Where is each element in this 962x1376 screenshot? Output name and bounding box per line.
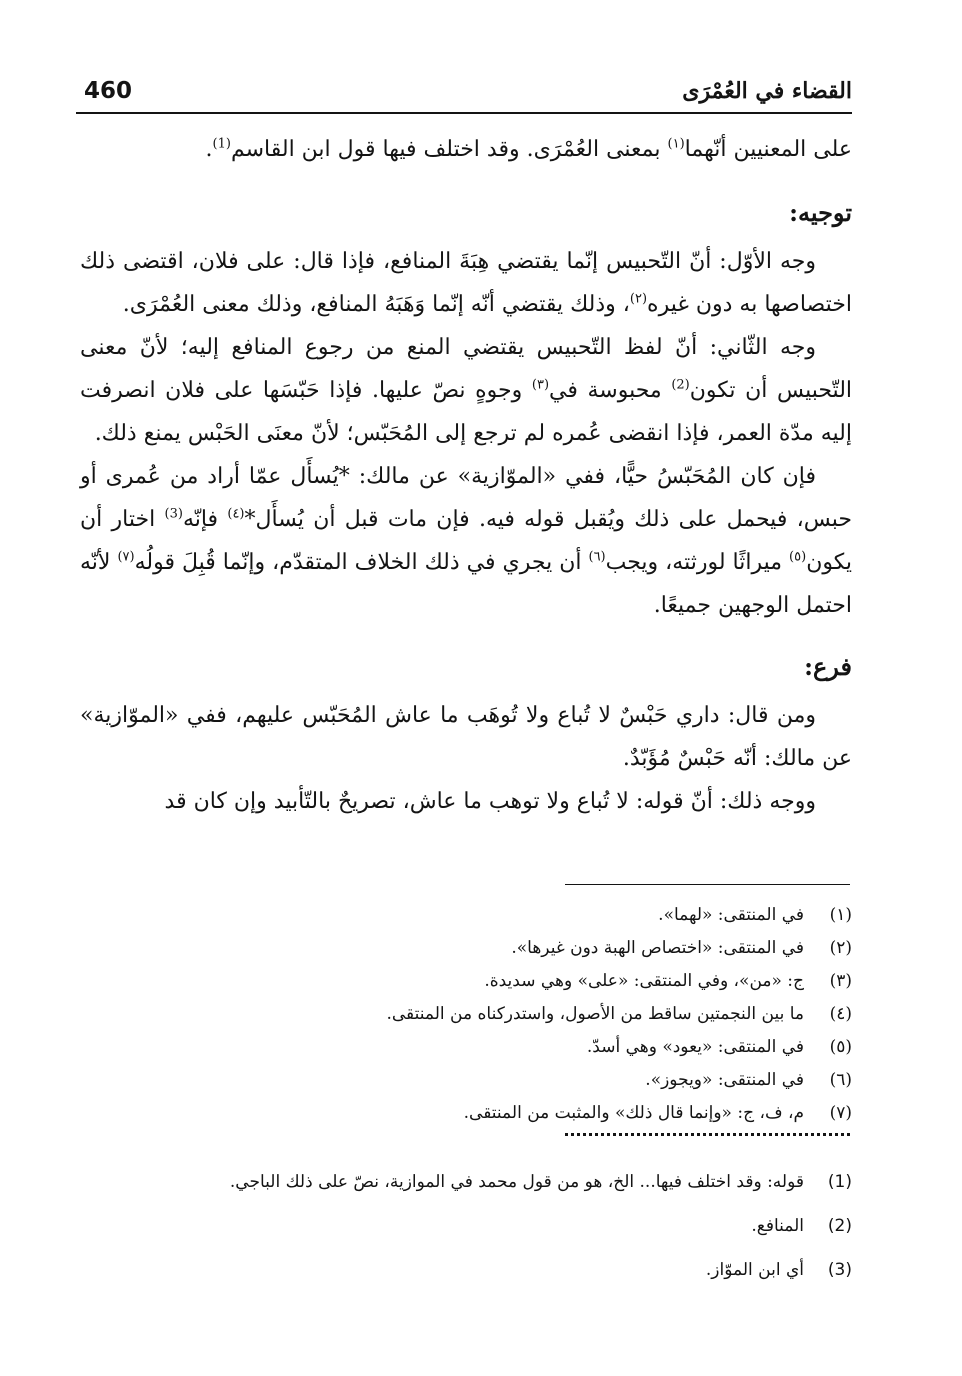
paragraph: ووجه ذلك: أنّ قوله: لا تُباع ولا توهب ما عاش، تصريحٌ بالتّأبيد وإن كان قد [164,789,816,814]
paragraph: على المعنيين أنّهما$^{(١)}$ بمعنى العُمْرَى. وقد اختلف فيها قول ابن القاسم$^{(1)}$. [205,136,852,162]
commentary-note [110,1160,852,1204]
commentary-notes [110,1160,852,1292]
footnote-ref: (٧) [117,549,135,565]
section-heading: فرع: [804,652,852,681]
footnote-ref: (2) [671,377,690,393]
footnote-ref: (٤) [227,506,245,522]
commentary-text: أي ابن الموّاز. [705,1260,804,1280]
footnote-number: (٤) [829,1003,852,1024]
footnote-number: (٢) [829,937,852,958]
footnote-text: ما بين النجمتين ساقط من الأصول، واستدركناه من المنتقى. [386,1003,804,1024]
footnote-text: في المنتقى: «ويجوز». [645,1069,804,1090]
footnote [150,931,852,964]
footnote-ref: (١) [667,136,685,152]
footnote-text: ج: «من»، وفي المنتقى: «على» وهي سديدة. [484,970,804,991]
footnote [150,1063,852,1096]
footnote-ref: (٥) [789,549,807,565]
paragraph: ومن قال: داري حَبْسٌ لا تُباع ولا تُوهَب ما عاش المُحَبّس عليهم، ففي «الموّازية» عن مالك: أنّه حَبْسٌ مُؤَبّدٌ. [80,703,852,771]
footnote-text: م، ف، ج: «وإنما قال ذلك» والمثبت من المنتقى. [463,1102,804,1123]
paragraph: وجه الأوّل: أنّ التّحبيس إنّما يقتضي هِبَةَ المنافع، فإذا قال: على فلان، اقتضى ذلك اختصاصها به دون غيره$^{(٢)}$، وذلك يقتضي أنّه إنّما وَهَبَهُ المنافع، وذلك معنى العُمْرَى. [80,249,852,317]
commentary-number: (3) [827,1260,852,1280]
footnote-ref: (٣) [531,377,550,393]
paragraph: وجه الثّاني: أنّ لفظ التّحبيس يقتضي المنع من رجوع المنافع إليه؛ لأنّ معنى التّحبيس أن تكون$^{(2)}$ محبوسة في$^{(٣)}$ وجوهٍ نصّ عليها. فإذا حَبّسَها على فلان انصرفت إليه مدّة العمر، فإذا انقضى عُمره لم ترجع إلى المُحَبّس؛ لأنّ معنَى الحَبْس يمنع ذلك. [80,335,853,446]
commentary-number: (1) [827,1172,852,1192]
footnote-text: في المنتقى: «يعود» وهي أسدّ. [586,1036,804,1057]
paragraph: فإن كان المُحَبّسُ حيًّا، ففي «الموّازية» عن مالك: *يُسأَل عمّا أراد من عُمرى أو حبس، فيحمل على ذلك ويُقبل قوله فيه. فإن مات قبل أن يُسأَل*$^{(٤)}$ فإنّه$^{(3)}$ اختار أن يكون$^{(٥)}$ ميراثًا لورثته، ويجب$^{(٦)}$ أن يجري في ذلك الخلاف المتقدّم، وإنّما قُبِلَ قولُه$^{(٧)}$ لأنّه احتمل الوجهين جميعًا. [80,464,852,618]
footnote-number: (٧) [829,1102,852,1123]
commentary-text: المنافع. [751,1216,804,1236]
commentary-divider [565,1133,850,1136]
footnote-text: في المنتقى: «اختصاص الهبة دون غيرها». [511,937,804,958]
footnote-number: (٥) [829,1036,852,1057]
main-text [80,128,852,823]
footnote [150,1096,852,1129]
footnote-number: (١) [829,904,852,925]
page-header [76,72,852,114]
footnote [150,964,852,997]
footnote-ref: (٦) [588,549,606,565]
footnote-ref: (٢) [629,291,648,307]
footnote [150,898,852,931]
footnote-divider [565,884,850,885]
commentary-note [110,1248,852,1292]
footnote-text: في المنتقى: «لهما». [658,904,804,925]
running-title: القضاء في العُمْرَى [682,78,852,104]
footnote [150,1030,852,1063]
footnote-ref: (1) [212,136,231,152]
footnote-ref: (3) [164,506,183,522]
footnote-number: (٣) [829,970,852,991]
commentary-note [110,1204,852,1248]
footnote-number: (٦) [829,1069,852,1090]
commentary-text: قوله: وقد اختلف فيها... الخ، هو من قول محمد في الموازية، نصّ على ذلك الباجي. [229,1172,804,1192]
section-heading: توجيه: [789,198,852,227]
footnote [150,997,852,1030]
commentary-number: (2) [827,1216,852,1236]
footnotes [150,898,852,1129]
page-number: 460 [84,78,133,104]
